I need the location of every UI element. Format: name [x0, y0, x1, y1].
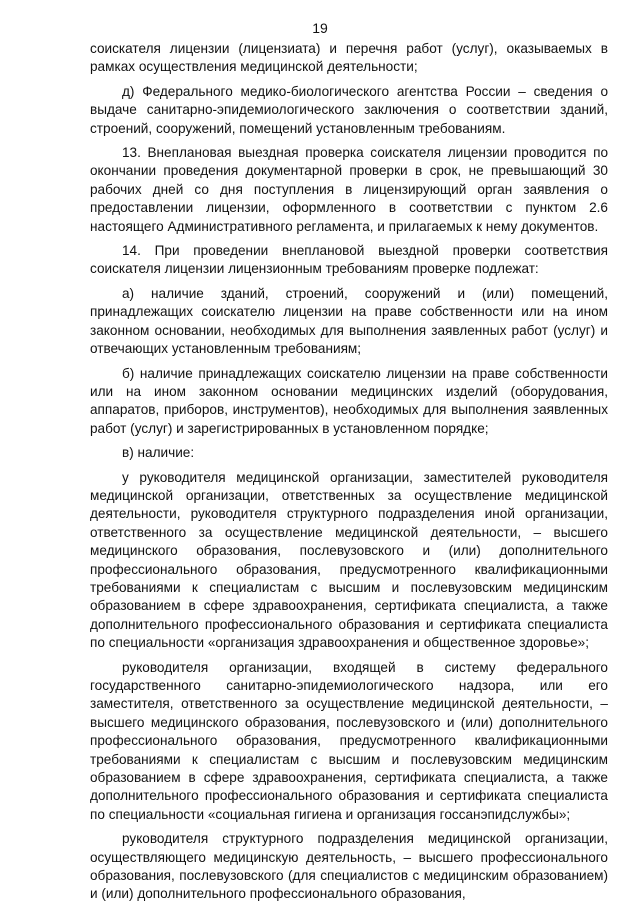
- paragraph-item-a: а) наличие зданий, строений, сооружений и (или) помещений, принадлежащих соискателю лицензии на праве собственности или на ином законном основании, необходимых для выполнения заявленных работ (услуг) и отвечающих установленным требованиям;: [90, 285, 608, 357]
- paragraph-item-v: в) наличие:: [122, 445, 195, 461]
- document-body: [90, 40, 608, 910]
- paragraph-sanepid-requirements: руководителя организации, входящей в систему федерального государственного санитарно-эпидемиологического надзора, или его заместителя, ответственного за осуществление медицинской деятельности, – высшего медицинского образования, послевузовского и (или) дополнительного профессионального образования, предусмотренного квалификационными требованиями к специалистам с высшим и послевузовским медицинским образованием в сфере здравоохранения, сертификата специалиста, а также дополнительного профессионального образования и сертификата специалиста по специальности «социальная гигиена и организация госсанэпидслужбы»;: [90, 659, 608, 822]
- paragraph-14: 14. При проведении внеплановой выездной проверки соответствия соискателя лицензии лицензионным требованиям проверке подлежат:: [90, 243, 608, 277]
- paragraph-item-d: д) Федерального медико-биологического агентства России – сведения о выдаче санитарно-эпидемиологического заключения о соответствии зданий, строений, сооружений, помещений установленным требованиям.: [90, 83, 608, 136]
- paragraph-item-b: б) наличие принадлежащих соискателю лицензии на праве собственности или на ином законном основании медицинских изделий (оборудования, аппаратов, приборов, инструментов), необходимых для выполнения заявленных работ (услуг) и зарегистрированных в установленном порядке;: [90, 365, 608, 436]
- paragraph-unit-head-requirements: руководителя структурного подразделения медицинской организации, осуществляющего медицинскую деятельность, – высшего профессионального образования, послевузовского (для специалистов с медицинским образованием) и (или) дополнительного профессионального образования,: [90, 831, 608, 902]
- paragraph-head-requirements: у руководителя медицинской организации, заместителей руководителя медицинской организации, ответственных за осуществление медицинской деятельности, руководителя структурного подразделения иной организации, ответственного за осуществление медицинской деятельности, – высшего медицинского образования, послевузовского и (или) дополнительного профессионального образования, предусмотренного квалификационными требованиями к специалистам с высшим и послевузовским медицинским образованием в сфере здравоохранения, сертификата специалиста, а также дополнительного профессионального образования и сертификата специалиста по специальности «организация здравоохранения и общественное здоровье»;: [90, 469, 608, 651]
- paragraph-13: 13. Внеплановая выездная проверка соискателя лицензии проводится по окончании проведения документарной проверки в срок, не превышающий 30 рабочих дней со дня поступления в лицензирующий орган заявления о предоставлении лицензии, оформленного в соответствии с пунктом 2.6 настоящего Административного регламента, и прилагаемых к нему документов.: [90, 145, 608, 234]
- paragraph-continuation: соискателя лицензии (лицензиата) и перечня работ (услуг), оказываемых в рамках осуществления медицинской деятельности;: [90, 41, 608, 75]
- page-number: 19: [312, 20, 328, 36]
